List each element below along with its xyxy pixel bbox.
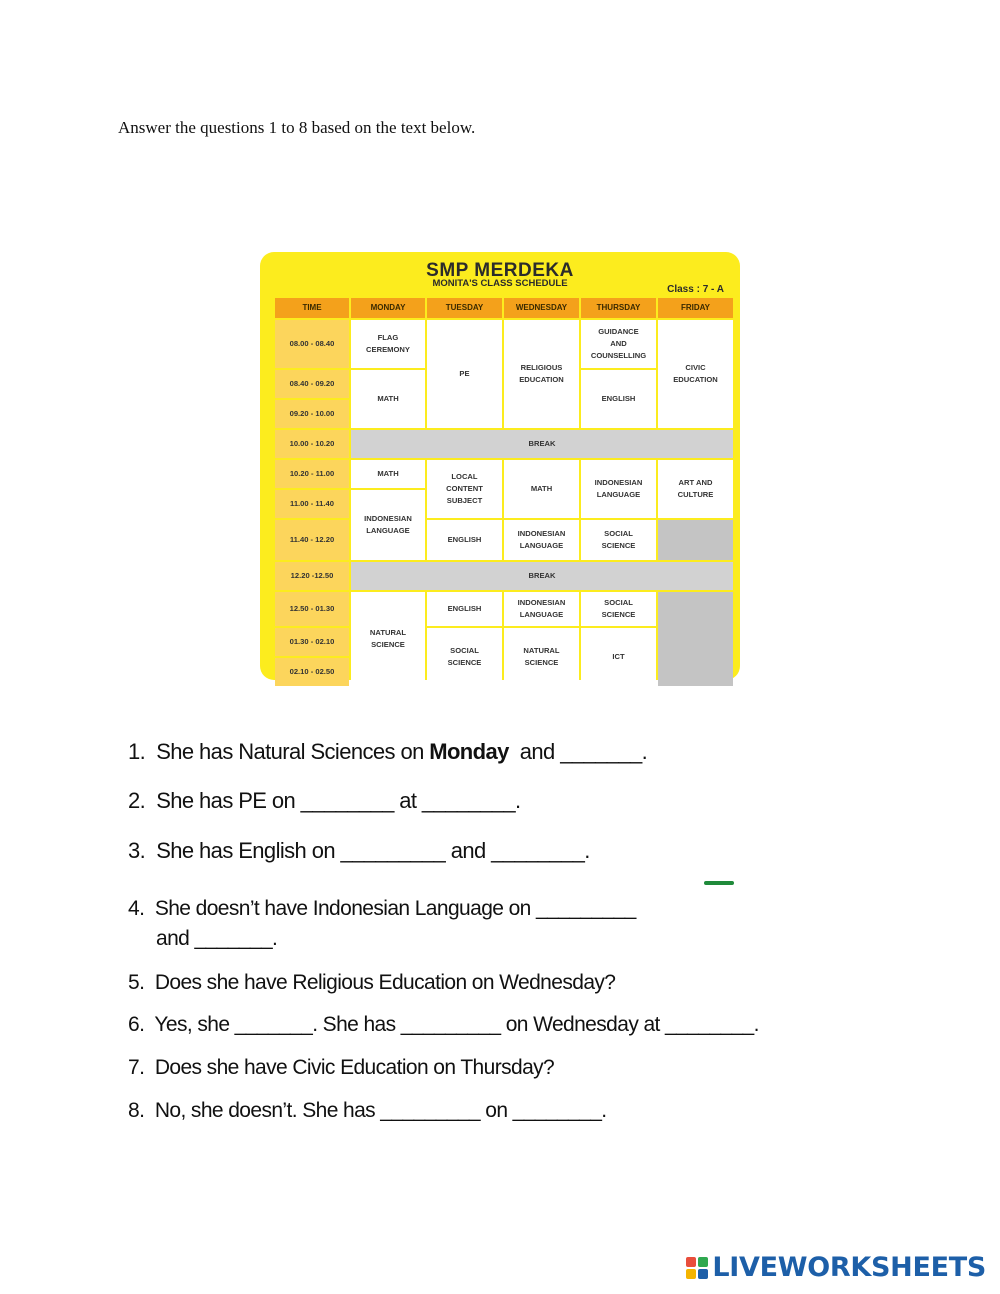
header-wednesday: WEDNESDAY <box>504 298 579 318</box>
subject-cell: ENGLISH <box>427 520 502 560</box>
logo-square <box>686 1257 696 1267</box>
question-number: 4. <box>128 897 145 920</box>
question-number: 6. <box>128 1013 145 1036</box>
question-2 <box>128 788 521 814</box>
time-slot: 08.00 - 08.40 <box>275 320 349 368</box>
logo-square <box>698 1257 708 1267</box>
header-thursday: THURSDAY <box>581 298 656 318</box>
subject-cell: ENGLISH <box>581 370 656 428</box>
time-slot: 01.30 - 02.10 <box>275 628 349 656</box>
class-label: Class : 7 - A <box>667 284 724 295</box>
schedule-subtitle: MONITA'S CLASS SCHEDULE <box>432 278 568 289</box>
question-4 <box>128 897 636 921</box>
question-text: She has Natural Sciences on <box>156 739 430 764</box>
break-row: BREAK <box>351 562 733 590</box>
time-slot: 10.00 - 10.20 <box>275 430 349 458</box>
subject-cell: MATH <box>504 460 579 518</box>
subject-cell: ICT <box>581 628 656 686</box>
question-6 <box>128 1013 759 1037</box>
question-4-continued: and _______. <box>156 927 278 950</box>
subject-cell: SOCIAL SCIENCE <box>581 592 656 626</box>
instruction-text: Answer the questions 1 to 8 based on the text below. <box>118 118 476 137</box>
time-slot: 02.10 - 02.50 <box>275 658 349 686</box>
subject-cell: MATH <box>351 460 425 488</box>
schedule-table <box>275 298 723 677</box>
question-text: Does she have Civic Education on Thursday? <box>154 1056 555 1079</box>
time-slot: 11.00 - 11.40 <box>275 490 349 518</box>
empty-cell <box>658 592 733 686</box>
subject-cell: NATURAL SCIENCE <box>351 592 425 686</box>
class-schedule-image <box>260 252 740 680</box>
subject-cell: ENGLISH <box>427 592 502 626</box>
header-tuesday: TUESDAY <box>427 298 502 318</box>
liveworksheets-logo-icon <box>686 1257 708 1279</box>
question-number: 1. <box>128 739 146 764</box>
break-row: BREAK <box>351 430 733 458</box>
subject-cell: INDONESIAN LANGUAGE <box>504 520 579 560</box>
subject-cell: CIVIC EDUCATION <box>658 320 733 428</box>
subject-cell: INDONESIAN LANGUAGE <box>504 592 579 626</box>
time-slot: 11.40 - 12.20 <box>275 520 349 560</box>
question-number: 5. <box>128 971 145 994</box>
question-text: No, she doesn’t. She has _________ on ________. <box>154 1099 607 1122</box>
question-text: and _______. <box>508 739 648 764</box>
subject-cell: GUIDANCE AND COUNSELLING <box>581 320 656 368</box>
time-slot: 09.20 - 10.00 <box>275 400 349 428</box>
header-time: TIME <box>275 298 349 318</box>
question-3 <box>128 838 590 864</box>
subject-cell: MATH <box>351 370 425 428</box>
subject-cell: FLAG CEREMONY <box>351 320 425 368</box>
question-number: 2. <box>128 788 146 813</box>
question-text: She has English on _________ and ________. <box>156 838 590 863</box>
subject-cell: INDONESIAN LANGUAGE <box>351 490 425 560</box>
question-8 <box>128 1099 607 1123</box>
question-number: 8. <box>128 1099 145 1122</box>
time-slot: 10.20 - 11.00 <box>275 460 349 488</box>
green-pen-mark <box>704 881 734 885</box>
question-number: 7. <box>128 1056 145 1079</box>
subject-cell: ART AND CULTURE <box>658 460 733 518</box>
empty-cell <box>658 520 733 560</box>
subject-cell: LOCAL CONTENT SUBJECT <box>427 460 502 518</box>
question-text: She has PE on ________ at ________. <box>156 788 521 813</box>
time-slot: 08.40 - 09.20 <box>275 370 349 398</box>
question-number: 3. <box>128 838 146 863</box>
question-bold-text: Monday <box>429 739 509 764</box>
question-1 <box>128 739 647 765</box>
header-monday: MONDAY <box>351 298 425 318</box>
question-text: Does she have Religious Education on Wednesday? <box>154 971 616 994</box>
question-text: She doesn’t have Indonesian Language on _________ <box>154 897 636 920</box>
question-7 <box>128 1056 554 1080</box>
subject-cell: PE <box>427 320 502 428</box>
question-text: Yes, she _______. She has _________ on Wednesday at ________. <box>154 1013 759 1036</box>
question-5 <box>128 971 615 995</box>
subject-cell: INDONESIAN LANGUAGE <box>581 460 656 518</box>
header-friday: FRIDAY <box>658 298 733 318</box>
logo-square <box>698 1269 708 1279</box>
time-slot: 12.50 - 01.30 <box>275 592 349 626</box>
logo-square <box>686 1269 696 1279</box>
schedule-title: SMP MERDEKA <box>426 260 574 281</box>
subject-cell: SOCIAL SCIENCE <box>427 628 502 686</box>
brand-name: LIVEWORKSHEETS <box>712 1252 986 1283</box>
time-slot: 12.20 -12.50 <box>275 562 349 590</box>
liveworksheets-logo[interactable] <box>686 1252 986 1283</box>
subject-cell: NATURAL SCIENCE <box>504 628 579 686</box>
subject-cell: RELIGIOUS EDUCATION <box>504 320 579 428</box>
subject-cell: SOCIAL SCIENCE <box>581 520 656 560</box>
